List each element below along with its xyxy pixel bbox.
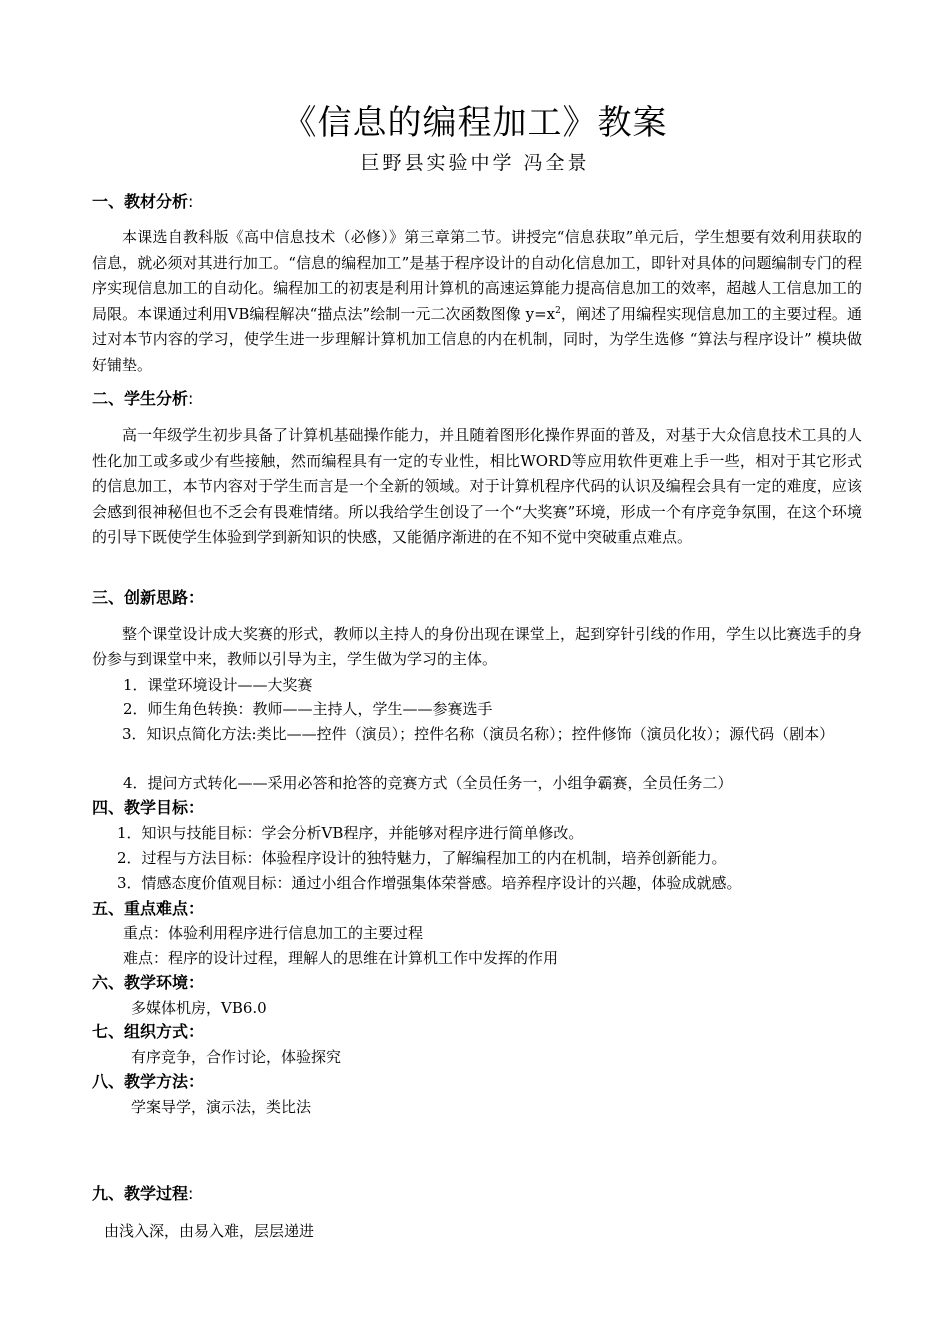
heading-text: 二、学生分析 [92,389,189,408]
heading-textbook-analysis [92,191,193,213]
process-text: 由浅入深，由易入难，层层递进 [104,1222,315,1240]
document-title: 《信息的编程加工》教案 [282,103,668,143]
paragraph-innovation: 整个课堂设计成大奖赛的形式，教师以主持人的身份出现在课堂上，起到穿针引线的作用，学生以比赛选手的身份参与到课堂中来，教师以引导为主，学生做为学习的主体。 [92,625,862,668]
paragraph-student-analysis: 高一年级学生初步具备了计算机基础操作能力，并且随着图形化操作界面的普及，对基于大众信息技术工具的人性化加工或多或少有些接触，然而编程具有一定的专业性，相比WORD等应用软件更难上手一些，相对于其它形式的信息加工，本节内容对于学生而言是一个全新的领域。对于计算机程序代码的认识及编程会具有一定的难度，应该会感到很神秘但也不乏会有畏难情绪。所以我给学生创设了一个“大奖赛”环境，形成一个有序竞争氛围，在这个环境的引导下既使学生体验到学到新知识的快感，又能循序渐进的在不知不觉中突破重点难点。 [92,426,862,547]
paragraph-text-cont: ，阐述了用编程实现信息加工的主要过程。通过对本节内容的学习，使学生进一步理解计算机加工信息的内在机制，同时，为学生选修 “算法与程序设计” 模块做好铺垫。 [92,304,862,374]
objective-item-1: 1．知识与技能目标：学会分析VB程序，并能够对程序进行简单修改。 [117,824,584,842]
innovation-item-3: 3．知识点简化方法:类比——控件（演员）；控件名称（演员名称）；控件修饰（演员化妆）；源代码（剧本） [122,725,835,743]
paragraph-text: 本课选自教科版《高中信息技术（必修）》第三章第二节。讲授完“信息获取”单元后，学生想要有效利用获取的信息，就必须对其进行加工。“信息的编程加工”是基于程序设计的自动化信息加工，即针对具体的问题编制专门的程序实现信息加工的自动化。编程加工的初衷是利用计算机的高速运算能力提高信息加工的效率，超越人工信息加工的局限。本课通过利用VB编程解决“描点法”绘制一元二次函数图像 y=x [92,228,862,323]
environment-text: 多媒体机房，VB6.0 [131,999,267,1017]
objective-item-3: 3．情感态度价值观目标：通过小组合作增强集体荣誉感。培养程序设计的兴趣，体验成就感。 [117,874,742,892]
paragraph-textbook-analysis [92,225,862,379]
innovation-item-2: 2．师生角色转换：教师——主持人，学生——参赛选手 [123,700,493,718]
heading-text: 一、教材分析 [92,192,189,211]
methods-text: 学案导学，演示法，类比法 [131,1098,312,1116]
heading-process [92,1183,193,1205]
heading-objectives: 四、教学目标： [92,798,205,817]
key-point-line: 重点：体验利用程序进行信息加工的主要过程 [123,924,424,942]
objective-item-2: 2．过程与方法目标：体验程序设计的独特魅力，了解编程加工的内在机制，培养创新能力。 [117,849,727,867]
difficult-point-line: 难点：程序的设计过程，理解人的思维在计算机工作中发挥的作用 [123,949,559,967]
organization-text: 有序竞争，合作讨论，体验探究 [131,1048,342,1066]
heading-student-analysis [92,388,193,410]
heading-organization: 七、组织方式： [92,1022,205,1041]
innovation-item-4: 4．提问方式转化——采用必答和抢答的竞赛方式（全员任务一，小组争霸赛，全员任务二） [123,774,733,792]
heading-text: 九、教学过程 [92,1184,189,1203]
heading-environment: 六、教学环境： [92,973,205,992]
heading-methods: 八、教学方法： [92,1072,205,1091]
heading-key-points: 五、重点难点： [92,899,205,918]
heading-colon: : [188,1184,194,1203]
heading-colon: : [188,389,194,408]
superscript-exponent: 2 [555,305,561,316]
innovation-item-1: 1．课堂环境设计——大奖赛 [123,676,313,694]
author-line: 巨野县实验中学 冯全景 [360,152,590,174]
heading-colon: : [188,192,194,211]
heading-innovation: 三、创新思路： [92,588,205,607]
